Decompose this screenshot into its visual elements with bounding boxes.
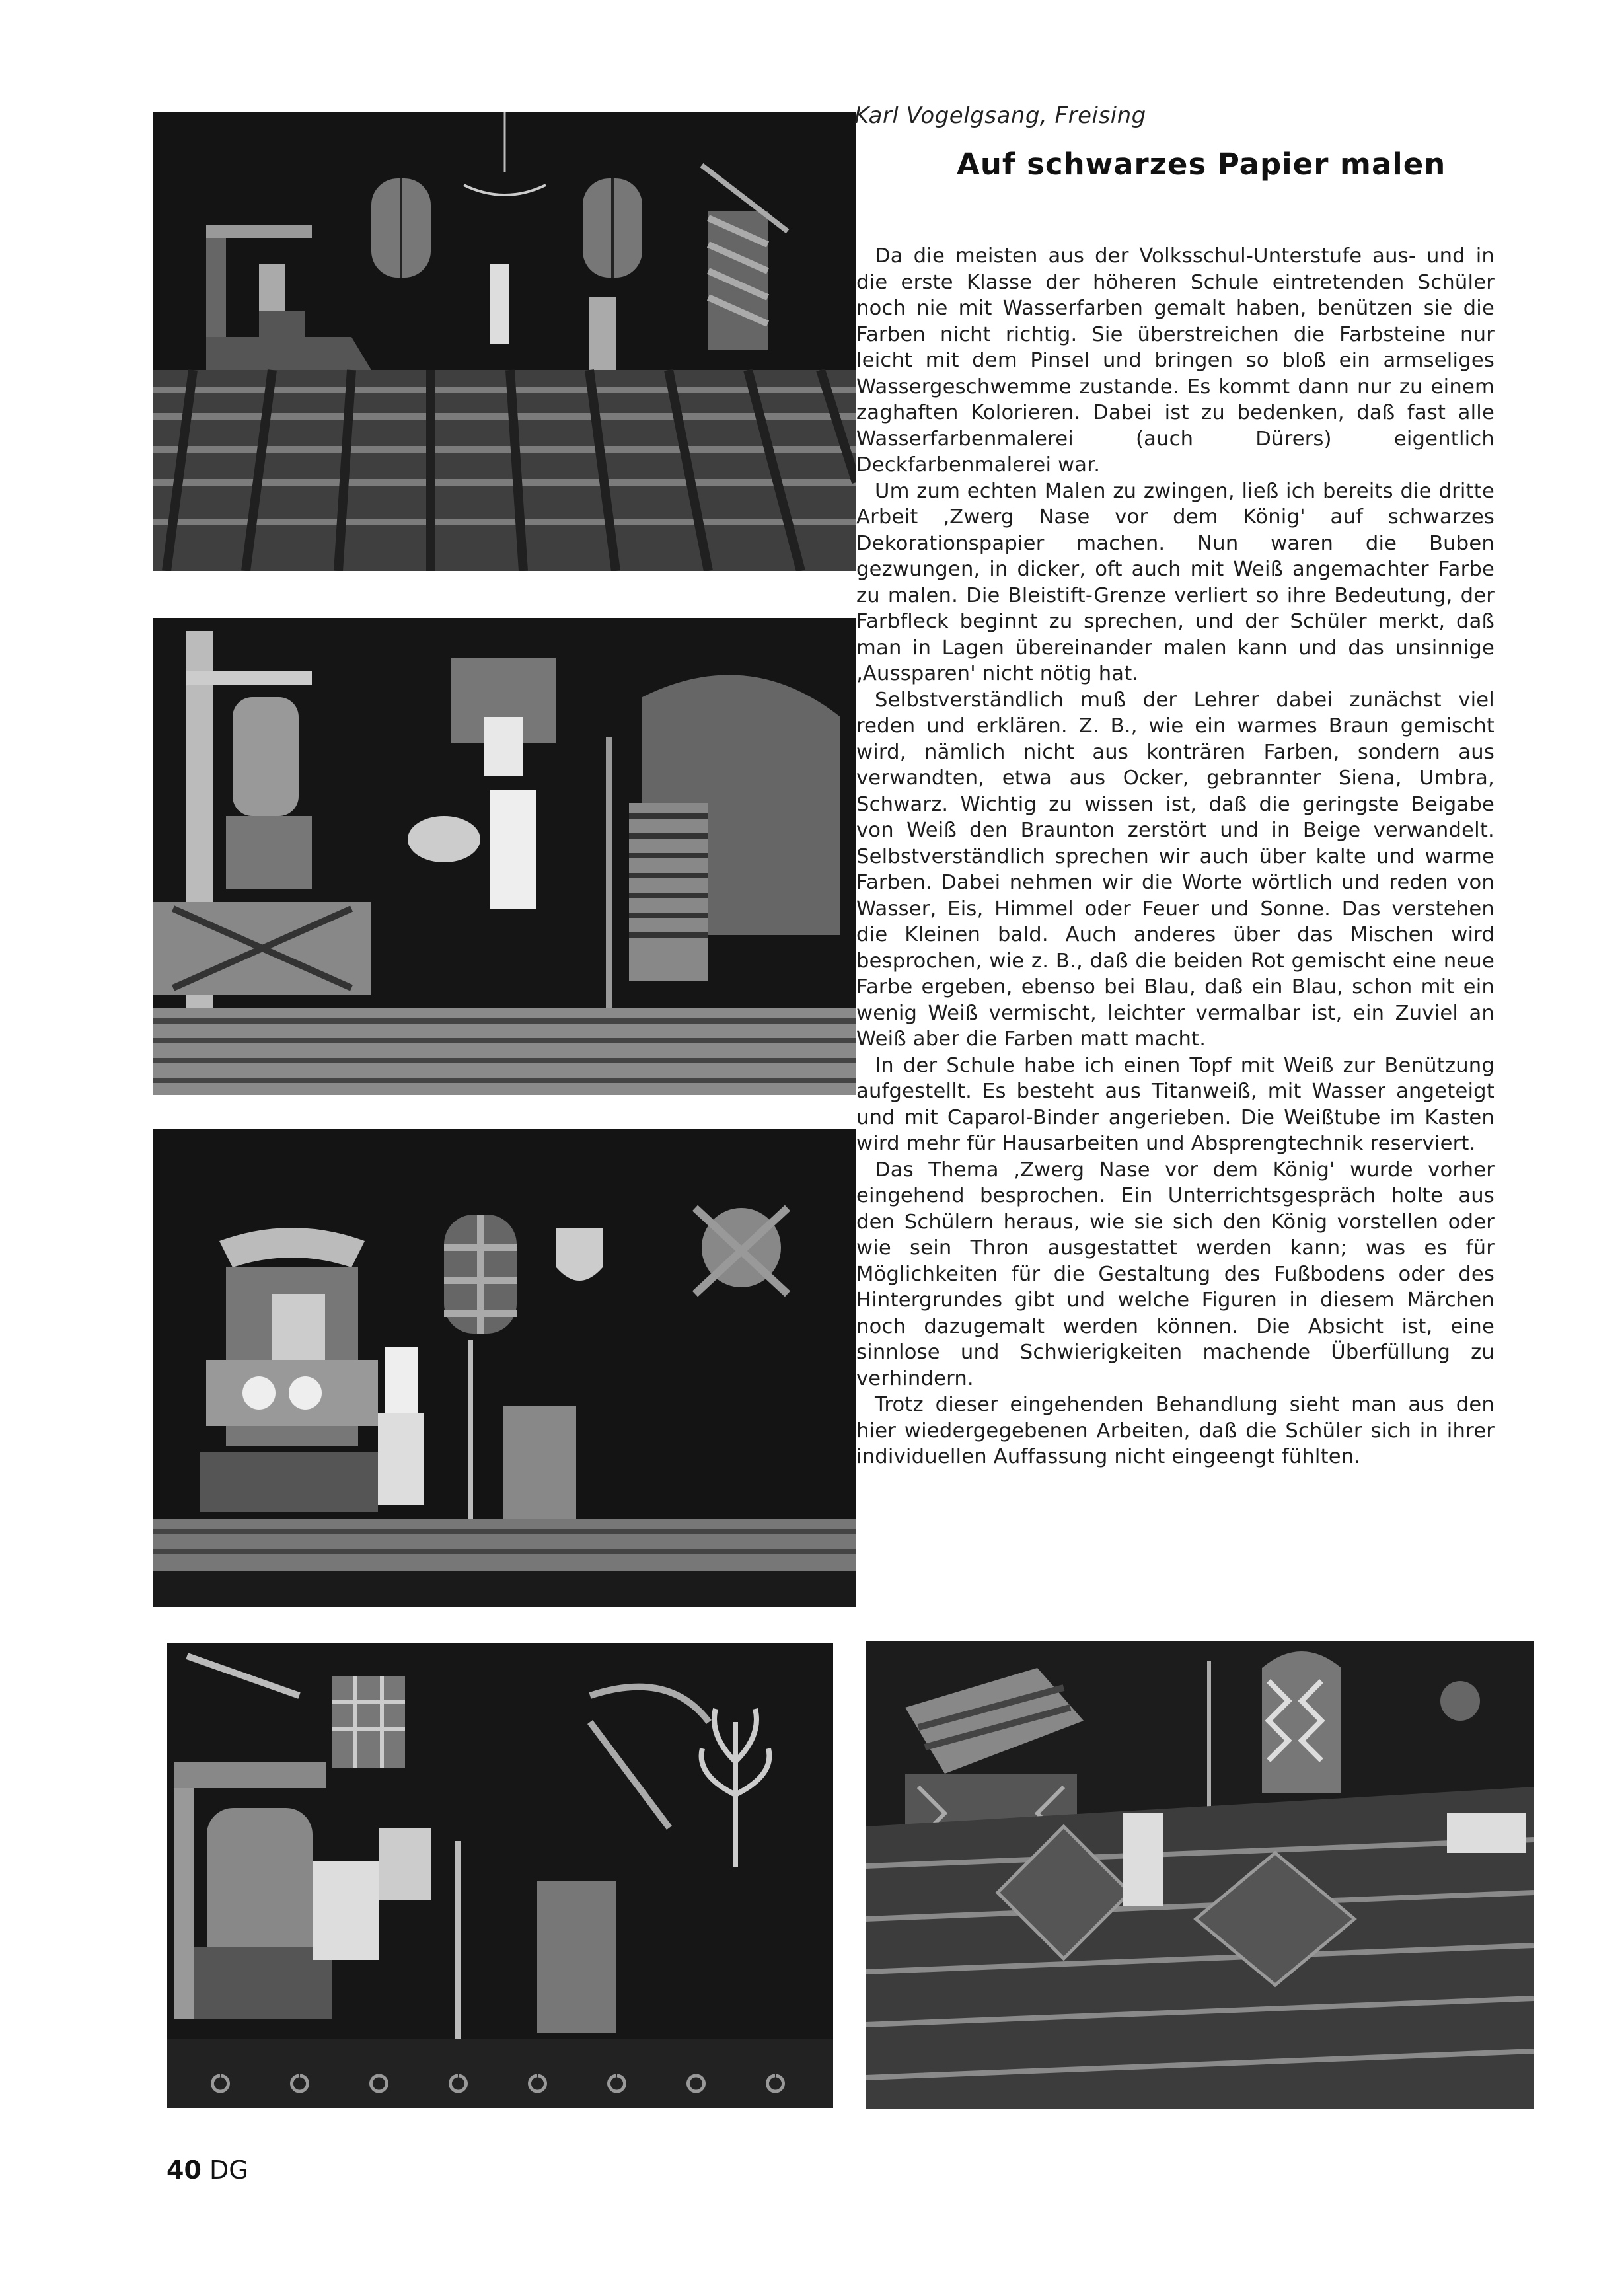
paragraph: Das Thema ‚Zwerg Nase vor dem König' wurde vorher eingehend besprochen. Ein Unterrichtsgespräch holte aus den Schülern heraus, wie sie sich den König vorstellen oder wie sein Thron ausgestattet werden kann; was es für Möglichkeiten für die Gestaltung des Fußbodens oder des Hintergrundes gibt und welche Figuren in diesem Märchen noch dazugemalt werden können. Die Absicht ist, eine sinnlose und Schwierigkeiten machende Überfüllung zu verhindern. xyxy=(856,1158,1495,1390)
illustration-painting-3 xyxy=(153,1129,856,1607)
page-footer xyxy=(166,2156,248,2185)
paragraph: Selbstverständlich muß der Lehrer dabei zunächst viel reden und erklären. Z. B., wie ein warmes Braun gemischt wird, nämlich nicht aus konträren Farben, sondern aus verwandten, etwa aus Ocker, gebrannter Siena, Umbra, Schwarz. Wichtig zu wissen ist, daß die geringste Beigabe von Weiß den Braunton zerstört und in Beige verwandelt. Selbstverständlich sprechen wir auch über kalte und warme Farben. Dabei nehmen wir die Worte wörtlich und reden von Wasser, Eis, Himmel oder Feuer und Sonne. Das verstehen die Kleinen bald. Auch anderes über das Mischen wird besprochen, wie z. B., daß die beiden Rot gemischt eine neue Farbe ergeben, ebenso bei Blau, daß ein Blau, schon mit ein wenig Weiß vermischt, leichter vermalbar ist, ein Zuviel an Weiß aber die Farben matt macht. xyxy=(856,688,1495,1051)
page-number: 40 xyxy=(166,2156,202,2185)
article-body xyxy=(856,243,1495,1470)
article-title: Auf schwarzes Papier malen xyxy=(957,147,1446,182)
illustration-painting-4 xyxy=(167,1643,833,2108)
journal-abbreviation: DG xyxy=(209,2156,248,2185)
paragraph: In der Schule habe ich einen Topf mit Weiß zur Benützung aufgestellt. Es besteht aus Titanweiß, mit Wasser angeteigt und mit Caparol-Binder angerieben. Die Weißtube im Kasten wird mehr für Hausarbeiten und Absprengtechnik reserviert. xyxy=(856,1053,1495,1155)
paragraph: Trotz dieser eingehenden Behandlung sieht man aus den hier wiedergegebenen Arbeiten, daß die Schüler sich in ihrer individuellen Auffassung nicht eingeengt fühlten. xyxy=(856,1393,1495,1468)
illustration-painting-5 xyxy=(866,1641,1534,2109)
illustration-painting-1 xyxy=(153,112,856,571)
illustration-painting-2 xyxy=(153,618,856,1095)
article-author: Karl Vogelgsang, Freising xyxy=(854,102,1146,129)
paragraph: Da die meisten aus der Volksschul-Unterstufe aus- und in die erste Klasse der höheren Schule eintretenden Schüler noch nie mit Wasserfarben gemalt haben, benützen sie die Farben nicht richtig. Sie überstreichen die Farbsteine nur leicht mit dem Pinsel und bringen so bloß ein armseliges Wassergeschwemme zustande. Es kommt dann nur zu einem zaghaften Kolorieren. Dabei ist zu bedenken, daß fast alle Wasserfarbenmalerei (auch Dürers) eigentlich Deckfarbenmalerei war. xyxy=(856,244,1495,476)
paragraph: Um zum echten Malen zu zwingen, ließ ich bereits die dritte Arbeit ‚Zwerg Nase vor dem König' auf schwarzes Dekorationspapier machen. Nun waren die Buben gezwungen, in dicker, oft auch mit Weiß angemachter Farbe zu malen. Die Bleistift-Grenze verliert so ihre Bedeutung, der Farbfleck beginnt zu sprechen, und der Schüler merkt, daß man in Lagen übereinander malen kann und das unsinnige ‚Aussparen' nicht nötig hat. xyxy=(856,479,1495,685)
